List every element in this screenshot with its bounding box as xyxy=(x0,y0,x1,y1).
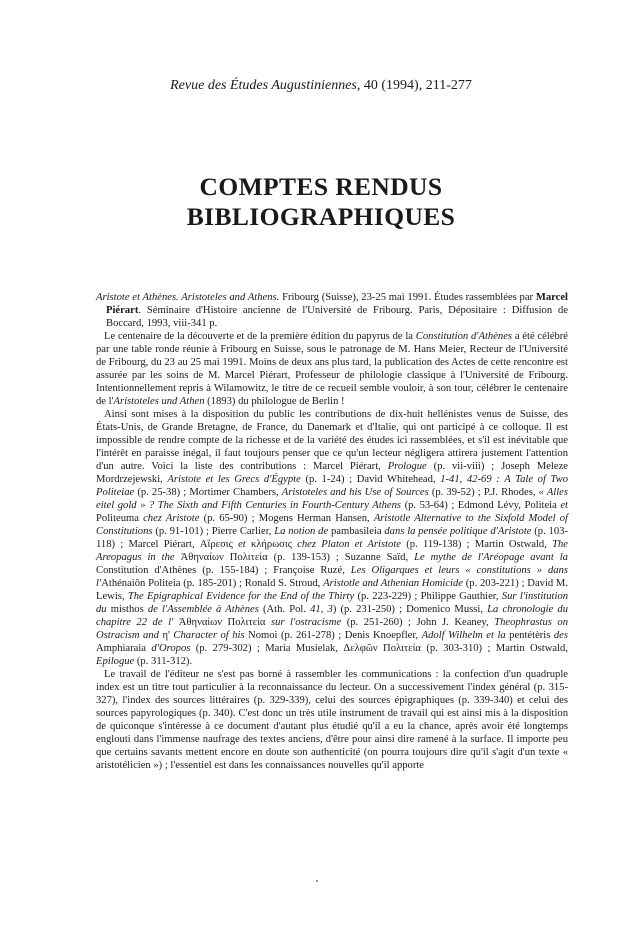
text-run: (p. 223-229) ; Philippe Gauthier, xyxy=(354,591,502,602)
text-run: a été célébré par une table ronde réunie à Fribourg en Suisse, sous le patronage de M. Hans Meier, Recteur de l'Université de Fribourg, du 23 au 25 mai 1991. Moins de deux ans plus tard, la publication des Actes de cette rencontre est assurée par les soins de M. Marcel Piérart, Professeur de philologie classique à l'Université de Fribourg. Intentionnellement repris à Wilamowitz, le titre de ce recueil semble vouloir, à son tour, célébrer le centenaire de l' xyxy=(96,331,568,407)
text-run: (p. 91-101) ; Pierre Carlier, xyxy=(152,526,275,537)
section-title xyxy=(0,172,642,232)
text-run: et xyxy=(560,500,568,511)
text-run: chez Platon et Aristote xyxy=(297,539,401,550)
text-run: d'Oropos xyxy=(151,643,191,654)
text-run: Character of his xyxy=(173,630,245,641)
text-run: (Ath. Pol. xyxy=(258,604,311,615)
section-title-line-2: BIBLIOGRAPHIQUES xyxy=(186,202,456,231)
text-run: Aristoteles and his Use of Sources xyxy=(281,487,429,498)
text-run: Prologue xyxy=(387,461,427,472)
text-run: Sur l'institution du xyxy=(96,591,568,615)
text-run: Aristoteles und Athen xyxy=(113,396,205,407)
text-run: Ainsi sont mises à la disposition du public les contributions de dix-huit hellénistes venus de Suisse, des États-Unis, de Grande Bretagne, de France, du Danemark et d'Italie, qui ont participé à ce colloque. Il est impossible de rendre compte de la richesse et de la variété des études ici rassemblées, et s'il est inévitable que l'intérêt en paraisse inégal, il faut toujours penser que ce qu'un lecteur négligera attirera justement l'attention d'un autre. Voici la liste des contributions : Marcel Piérart, xyxy=(96,409,568,472)
text-run: et xyxy=(238,539,246,550)
text-run: Ἀθηναίων Πολιτεία (p. 139-153) ; Suzanne Saïd, xyxy=(174,552,415,563)
text-run: κλήρωσις xyxy=(245,539,298,550)
text-run: (p. 279-302) ; Maria Musielak, Δελφῶν Πολιτεία (p. 303-310) ; Martin Ostwald, xyxy=(190,643,568,654)
text-run: de l'Assemblée à Athènes xyxy=(147,604,259,615)
running-header xyxy=(0,78,642,94)
text-run: (p. 65-90) ; Mogens Herman Hansen, xyxy=(199,513,374,524)
paragraph xyxy=(96,330,568,408)
review-body xyxy=(96,291,568,772)
text-run: (p. 251-260) ; John J. Keaney, xyxy=(341,617,495,628)
text-run: Constitution d'Athènes xyxy=(415,331,513,342)
text-run: Le centenaire de la découverte et de la première édition du papyrus de la xyxy=(104,331,416,342)
text-run: Aristote et les Grecs d'Égypte xyxy=(167,474,301,485)
text-run: Constitution d'Athènes (p. 155-184) ; Françoise Ruzé, xyxy=(96,565,351,576)
text-run: (p. 53-64) ; Edmond Lévy, Politeia xyxy=(401,500,561,511)
text-run: The Areopagus in the xyxy=(96,539,568,563)
text-run: ) (p. 231-250) ; Domenico Mussi, xyxy=(332,604,488,615)
text-run: chez Aristote xyxy=(143,513,200,524)
journal-volume: 40 (1994), 211-277 xyxy=(360,78,472,93)
text-run: pentétèris xyxy=(505,630,554,641)
text-run: Le mythe de l'Aréopage avant la xyxy=(414,552,568,563)
paragraph xyxy=(96,408,568,668)
text-run: (p. 25-38) ; Mortimer Chambers, xyxy=(134,487,282,498)
paragraph xyxy=(96,668,568,772)
text-run: Aristotle Alternative to the Sixfold Model of Constitutions xyxy=(96,513,568,537)
text-run: (1893) du philologue de Berlin ! xyxy=(204,396,345,407)
text-run: Aristote et Athènes. Aristoteles and Athens. xyxy=(96,292,280,303)
text-run: The Epigraphical Evidence for the End of the Thirty xyxy=(127,591,355,602)
text-run: (p. vii-viii) ; Joseph Meleze Mordrzejewski, xyxy=(96,461,568,485)
text-run: Adolf Wilhelm et la xyxy=(421,630,506,641)
text-run: Les Oligarques et leurs « constitutions » dans l' xyxy=(96,565,569,589)
text-run: (p. 1-24) ; David Whitehead, xyxy=(300,474,441,485)
text-run: . Séminaire d'Histoire ancienne de l'Université de Fribourg. Paris, Dépositaire : Diffusion de Boccard, 1993, viii-341 p. xyxy=(106,305,568,329)
text-run: sur l'ostracisme xyxy=(270,617,342,628)
bibliographic-entry xyxy=(96,291,568,330)
text-run: (p. 119-138) ; Martin Ostwald, xyxy=(400,539,553,550)
text-run: Politeuma xyxy=(96,513,144,524)
page-mark xyxy=(316,880,318,882)
text-run: dans la pensée politique d'Aristote xyxy=(384,526,532,537)
text-run: Theophrastus on Ostracism and xyxy=(96,617,568,641)
text-run: (p. 311-312). xyxy=(134,656,193,667)
section-title-line-1: COMPTES RENDUS xyxy=(199,172,443,201)
text-run: Ἀθηναίων Πολιτεία xyxy=(173,617,271,628)
text-run: (p. 203-221) ; David M. Lewis, xyxy=(96,578,569,602)
text-run: misthos xyxy=(106,604,148,615)
text-run: (p. 103-118) ; Marcel Piérart, Αἵρεσις xyxy=(96,526,568,550)
text-run: Marcel Piérart xyxy=(106,292,568,316)
text-run: pambasileia xyxy=(328,526,385,537)
journal-title: Revue des Études Augustiniennes, xyxy=(170,78,361,93)
text-run: des xyxy=(553,630,568,641)
text-run: La chronologie du chapitre 22 de l' xyxy=(96,604,569,628)
text-run: Epilogue xyxy=(96,656,135,667)
text-run: Amphiaraia xyxy=(96,643,152,654)
text-run: Aristotle and Athenian Homicide xyxy=(323,578,463,589)
text-run: « Alles eitel gold » ? The Sixth and Fifth Centuries in Fourth-Century Athens xyxy=(96,487,569,511)
text-run: Athénaiôn Politeia (p. 185-201) ; Ronald S. Stroud, xyxy=(101,578,324,589)
text-run: 41, 3 xyxy=(310,604,333,615)
review-paragraphs xyxy=(96,330,568,772)
text-run: 1-41, 42-69 : A Tale of Two Politeiae xyxy=(96,474,568,498)
text-run: Fribourg (Suisse), 23-25 mai 1991. Études rassemblées par xyxy=(279,292,536,303)
text-run: La notion de xyxy=(274,526,329,537)
text-run: Le travail de l'éditeur ne s'est pas borné à rassembler les communications : la confection d'un quadruple index est un titre tout particulier à la reconnaissance du lecteur. On a successivement l'index général (p. 315-327), l'index des sources littéraires (p. 329-339), celui des sources épigraphiques (p. 339-340) et celui des sources papyrologiques (p. 340). C'est donc un très utile instrument de travail qui est ainsi mis à la disposition de quiconque s'intéresse à ce document d'autant plus étudié qu'il a eu la chance, après avoir été longtemps englouti dans l'immense naufrage des textes anciens, d'être pour ainsi dire ramené à la surface. Il importe peu que certains savants mettent encore en doute son authenticité (on pourra toujours dire qu'il s'agit d'un texte « aristotélicien ») ; l'essentiel est dans les connaissances nouvelles qu'il apporte xyxy=(96,669,568,771)
text-run: (p. 39-52) ; P.J. Rhodes, xyxy=(428,487,539,498)
text-run: Nomoi (p. 261-278) ; Denis Knoepfler, xyxy=(244,630,422,641)
text-run: η' xyxy=(158,630,174,641)
